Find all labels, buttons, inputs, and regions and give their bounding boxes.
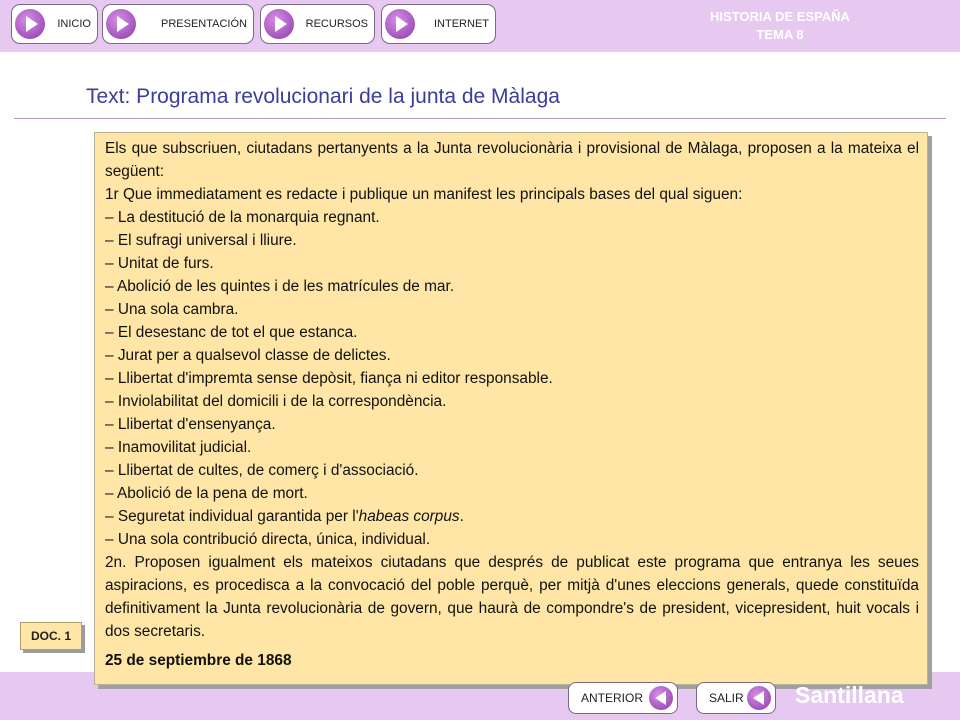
doc-list-item: – Unitat de furs. [105,255,214,272]
nav-recursos-button[interactable] [260,4,375,44]
nav-inicio-label: INICIO [57,18,91,30]
doc-list-item: – El desestanc de tot el que estanca. [105,324,358,341]
doc-list-item-habeas [105,505,919,528]
nav-recursos-label: RECURSOS [305,18,368,30]
salir-label: SALIR [709,691,744,705]
header-unit: TEMA 8 [756,27,804,42]
document-date: 25 de septiembre de 1868 [105,652,292,669]
doc-list-item: – Abolició de les quintes i de les matrícules de mar. [105,278,455,295]
habeas-italic: habeas corpus [358,508,460,525]
habeas-suffix: . [459,508,464,525]
play-icon [106,9,136,39]
doc-list-item: – La destitució de la monarquia regnant. [105,209,380,226]
play-icon [385,9,415,39]
doc-list-item: – Una sola contribució directa, única, individual. [105,531,431,548]
doc-list-item: – Inamovilitat judicial. [105,439,252,456]
doc-list-item: – Inviolabilitat del domicili i de la correspondència. [105,393,447,410]
document-box [94,132,928,685]
habeas-prefix: – Seguretat individual garantida per l' [105,508,359,525]
salir-button[interactable] [696,682,776,714]
doc-list-item: – Llibertat d'impremta sense depòsit, fiança ni editor responsable. [105,370,553,387]
title-divider [14,118,946,119]
back-arrow-icon [747,686,771,710]
doc-paragraph: 2n. Proposen igualment els mateixos ciutadans que després de publicat este programa que entranya les seues aspiracions, es procedisca a la convocació del poble perquè, per mitjà d'unes eleccions generals, quede constituïda definitivament la Junta revolucionària de govern, que haurà de compondre's de president, vicepresident, huit vocals i dos secretaris. [105,554,919,640]
nav-internet-button[interactable] [381,4,496,44]
document-text [105,137,919,643]
anterior-button[interactable] [568,682,678,714]
play-icon [264,9,294,39]
doc-list-item: – Llibertat de cultes, de comerç i d'associació. [105,462,419,479]
doc-list-item: – Abolició de la pena de mort. [105,485,308,502]
doc-paragraph: Els que subscriuen, ciutadans pertanyents a la Junta revolucionària i provisional de Màlaga, proposen a la mateixa el següent: [105,140,919,180]
nav-inicio-button[interactable] [11,4,98,44]
doc-list-item: – Llibertat d'ensenyança. [105,416,276,433]
page-title: Text: Programa revolucionari de la junta de Màlaga [86,85,560,108]
anterior-label: ANTERIOR [581,691,644,705]
header-title [690,8,870,44]
nav-presentacion-label: PRESENTACIÓN [161,18,247,30]
doc-badge: DOC. 1 [20,622,82,650]
brand-logo: Santillana [795,682,904,708]
doc-paragraph: 1r Que immediatament es redacte i publique un manifest les principals bases del qual siguen: [105,186,743,203]
header-subject: HISTORIA DE ESPAÑA [710,9,850,24]
nav-presentacion-button[interactable] [102,4,254,44]
doc-list-item: – El sufragi universal i lliure. [105,232,297,249]
nav-internet-label: INTERNET [434,18,489,30]
doc-list-item: – Jurat per a qualsevol classe de delictes. [105,347,391,364]
play-icon [15,9,45,39]
doc-list-item: – Una sola cambra. [105,301,239,318]
back-arrow-icon [649,686,673,710]
